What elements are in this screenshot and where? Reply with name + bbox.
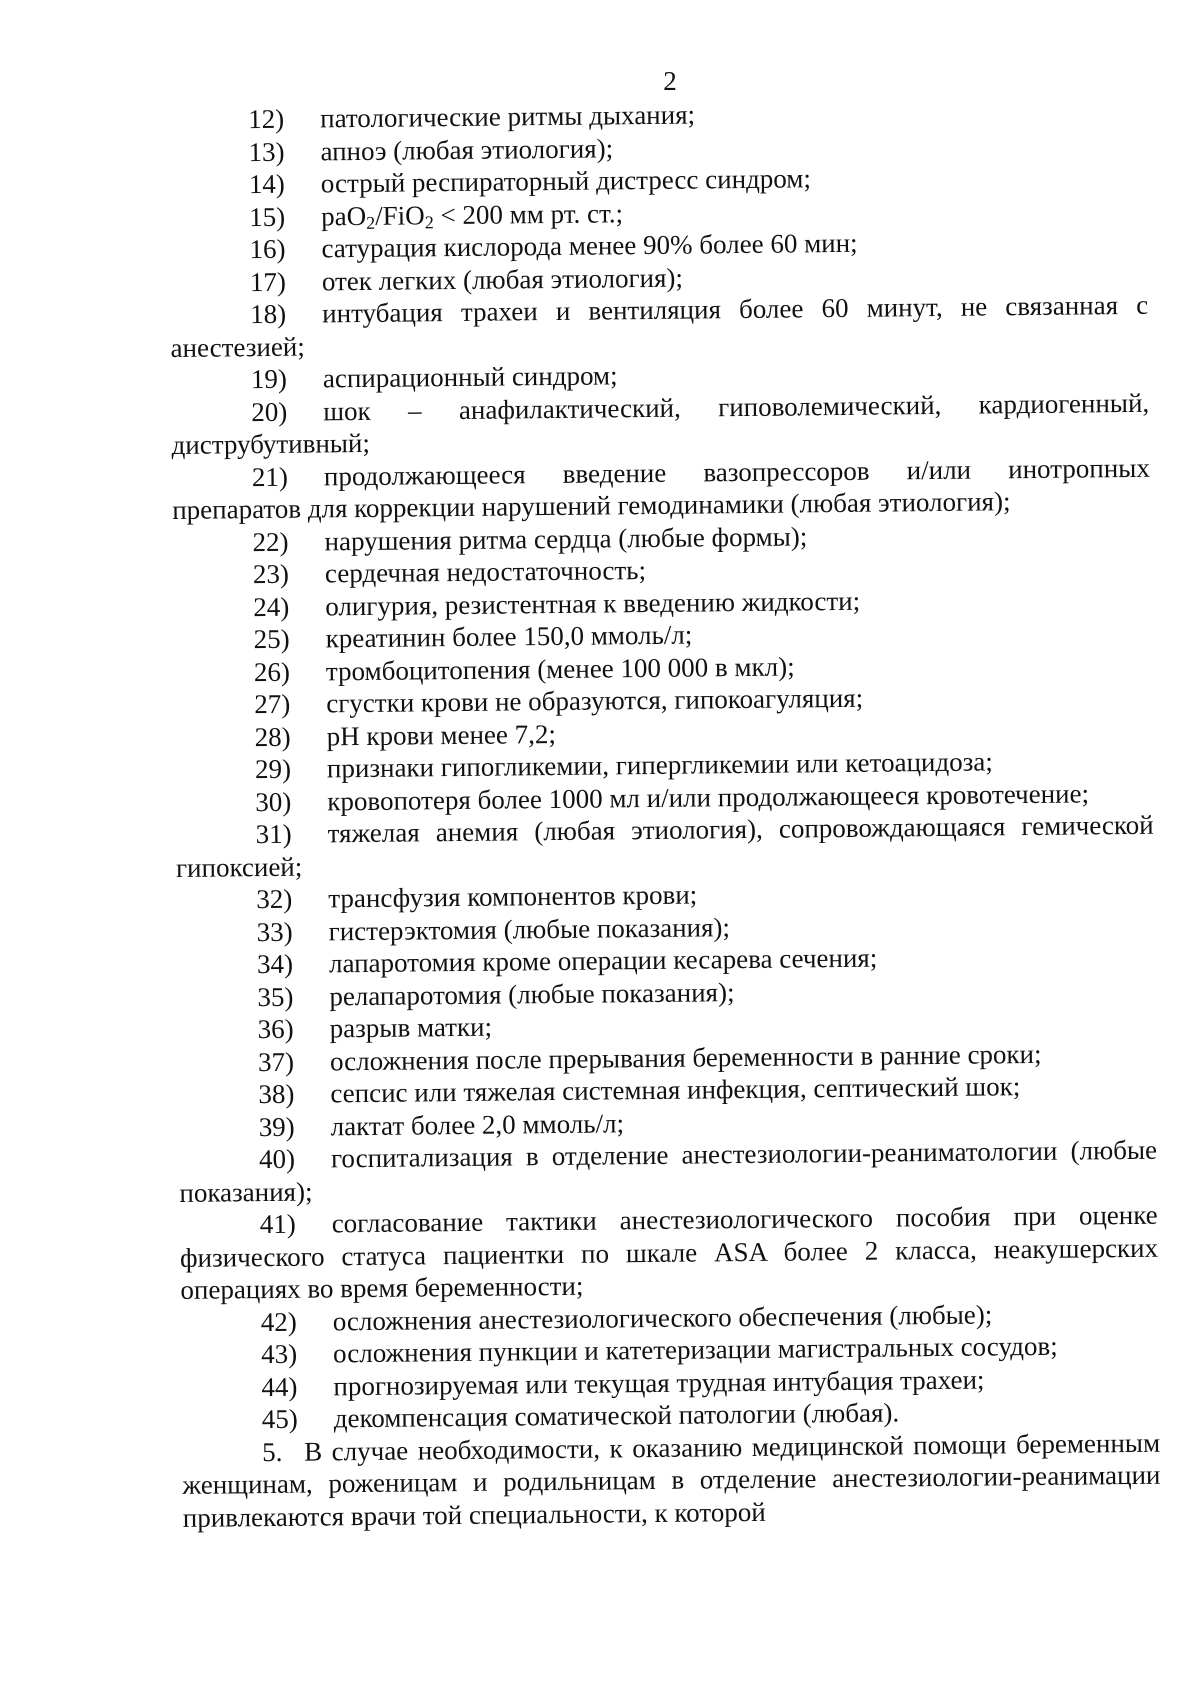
document-body [168,94,1161,1534]
item-number: 32) [256,883,293,915]
item-text: отек легких (любая этиология); [321,262,684,296]
page-number: 2 [663,66,677,96]
subscript: 2 [366,212,376,233]
item-text: патологические ритмы дыхания; [320,99,696,134]
item-number: 41) [259,1208,296,1240]
item-text: сердечная недостаточность; [324,555,647,589]
item-text: осложнения после прерывания беременности в ранние сроки; [329,1038,1042,1076]
item-text: признаки гипогликемии, гипергликемии или кетоацидоза; [326,746,993,784]
item-text: тромбоцитопения (менее 100 000 в мкл); [325,650,795,686]
list-item-41 [180,1199,1159,1307]
item-text-part: раО [321,200,367,231]
item-number: 24) [253,591,290,622]
item-text: релапаротомия (любые показания); [329,976,735,1011]
item-text: трансфузия компонентов крови; [328,879,698,914]
item-number: 27) [254,688,291,720]
list-item-40 [179,1134,1158,1209]
paragraph-text: В случае необходимости, к оказанию медицинской помощи беременным женщинам, роженицам и родильницам в отделение анестезиологии-реанимации привлекаются врачи той специальности, к которой [182,1427,1161,1533]
item-number: 45) [261,1403,298,1435]
item-number: 40) [258,1143,296,1175]
item-text: гистерэктомия (любые показания); [328,911,731,946]
item-number: 34) [256,948,294,980]
item-number: 30) [255,786,292,817]
list-item-31 [175,809,1154,884]
item-text: прогнозируемая или текущая трудная интубация трахеи; [333,1364,985,1401]
item-text: продолжающееся введение вазопрессоров и/или инотропных препаратов для коррекции нарушений гемодинамики (любая этиология); [172,452,1151,525]
item-text: pH крови менее 7,2; [326,718,557,751]
paragraph-number: 5. [261,1436,283,1467]
item-number: 29) [254,753,292,785]
list-item-20 [171,386,1150,461]
item-text: декомпенсация соматической патологии (любая). [333,1397,900,1434]
item-text-part: /FiO [375,199,425,231]
item-text: сепсис или тяжелая системная инфекция, септический шок; [330,1071,1021,1109]
item-number: 17) [249,266,287,297]
list-item-18 [170,289,1149,364]
item-number: 23) [252,558,290,590]
item-number: 37) [257,1046,295,1077]
item-number: 44) [261,1371,298,1402]
item-number: 31) [255,818,292,850]
item-text: осложнения анестезиологического обеспечения (любые); [332,1298,993,1336]
item-text: согласование тактики анестезиологического пособия при оценке физического статуса пациентки по шкале ASA более 2 класса, неакушерских операциях во время беременности; [179,1199,1159,1305]
subscript: 2 [424,211,434,232]
item-text: тяжелая анемия (любая этиология), сопровождающаяся гемической гипоксией; [175,809,1154,883]
item-number: 14) [248,168,285,200]
item-text: острый респираторный дистресс синдром; [320,163,812,199]
item-number: 20) [251,396,288,427]
item-text-part: < 200 мм рт. ст.; [433,197,624,230]
paragraph-5 [182,1426,1161,1534]
item-number: 28) [254,721,291,752]
item-number: 38) [258,1078,295,1110]
item-number: 19) [250,363,288,395]
item-text: осложнения пункции и катетеризации магистральных сосудов; [332,1330,1058,1369]
item-text: госпитализация в отделение анестезиологии-реаниматологии (любые показания); [179,1134,1158,1208]
list-item-21 [172,451,1151,526]
item-text: нарушения ритма сердца (любые формы); [324,520,808,556]
item-number: 18) [250,298,287,330]
item-text: аспирационный синдром; [322,360,618,394]
item-text: шок – анафилактический, гиповолемический, кардиогенный, диструбутивный; [171,387,1150,460]
item-number: 21) [251,461,289,492]
item-number: 12) [248,103,285,135]
item-number: 22) [252,526,289,557]
item-text: апноэ (любая этиология); [320,132,614,166]
item-number: 43) [260,1338,298,1370]
item-number: 35) [257,981,294,1012]
item-number: 15) [249,201,286,232]
item-number: 26) [253,656,291,687]
item-number: 33) [256,916,293,947]
item-number: 25) [253,623,290,655]
item-text: сатурация кислорода менее 90% более 60 мин; [321,227,858,264]
item-number: 39) [258,1111,295,1142]
item-text: кровопотеря более 1000 мл и/или продолжающееся кровотечение; [327,777,1090,816]
item-number: 13) [248,136,285,167]
item-text: лапаротомия кроме операции кесарева сечения; [328,942,878,979]
item-text: лактат более 2,0 ммоль/л; [330,1107,625,1141]
item-text: олигурия, резистентная к введению жидкости; [325,585,861,621]
item-number: 36) [257,1013,294,1045]
item-number: 42) [260,1306,297,1337]
item-text: разрыв матки; [329,1011,493,1044]
item-text: креатинин более 150,0 ммоль/л; [325,619,693,654]
item-text: интубация трахеи и вентиляция более 60 минут, не связанная с анестезией; [170,289,1149,363]
item-text: сгустки крови не образуются, гипокоагуляция; [326,682,864,719]
item-number: 16) [249,233,286,265]
